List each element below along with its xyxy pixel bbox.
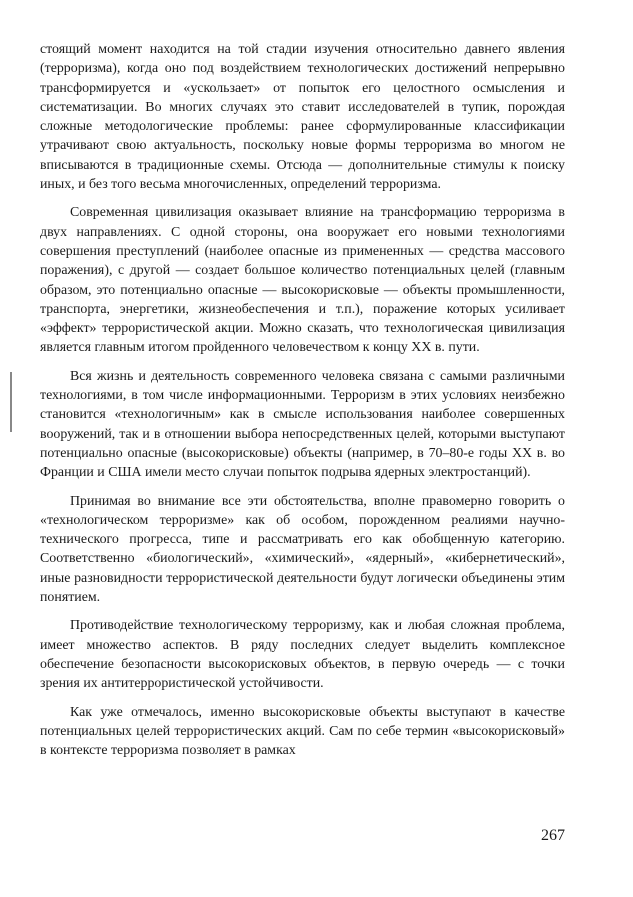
paragraph-3: Вся жизнь и деятельность современного человека связана с самыми различными технологиями, в том числе информационными. Терроризм в этих условиях неизбежно становится «технологичным» как в смысле использования наиболее совершенных вооружений, так и в отношении выбора непосредственных целей, которыми выступают потенциально опасные (высокорисковые) объекты (например, в 70–80-е годы XX в. во Франции и США имели место случаи попыток подрыва ядерных электростанций).	[40, 368, 565, 481]
paragraph-6: Как уже отмечалось, именно высокорисковые объекты выступают в качестве потенциальных целей террористических акций. Сам по себе термин «высокорисковый» в контексте терроризма позволяет в рамках	[40, 704, 565, 759]
paragraph-1: стоящий момент находится на той стадии изучения относительно давнего явления (терроризма), когда оно под воздействием технологических достижений непрерывно трансформируется и «ускользает» от попыток его целостного осмысления и систематизации. Во многих случаях это ставит исследователей в тупик, порождая сложные методологические проблемы: ранее сформулированные классификации утрачивают свою актуальность, поскольку новые формы терроризма во многом не вписываются в традиционные схемы. Отсюда — дополнительные стимулы к поиску иных, и без того весьма многочисленных, определений терроризма.	[40, 42, 565, 193]
paragraph-4: Принимая во внимание все эти обстоятельства, вполне правомерно говорить о «технологическом терроризме» как об особом, порожденном реалиями научно-технического прогресса, типе и рассматривать его как обобщенную категорию. Соответственно «биологический», «химический», «ядерный», «кибернетический», иные разновидности террористической деятельности будут логически объединены этим понятием.	[40, 493, 565, 606]
page-body	[40, 40, 565, 760]
page-number: 267	[541, 827, 565, 844]
margin-mark	[10, 372, 12, 432]
paragraph-5: Противодействие технологическому терроризму, как и любая сложная проблема, имеет множество аспектов. В ряду последних следует выделить комплексное обеспечение безопасности высокорисковых объектов, в первую очередь — с точки зрения их антитеррористической устойчивости.	[40, 618, 565, 692]
paragraph-2: Современная цивилизация оказывает влияние на трансформацию терроризма в двух направлениях. С одной стороны, она вооружает его новыми технологиями совершения преступлений (наиболее опасные из примененных — средства массового поражения), с другой — создает большое количество потенциальных целей (главным образом, это потенциально опасные — высокорисковые — объекты промышленности, транспорта, энергетики, жизнеобеспечения и т.п.), поражение которых усиливает «эффект» террористической акции. Можно сказать, что технологическая цивилизация является главным итогом пройденного человечеством к концу XX в. пути.	[40, 205, 565, 356]
